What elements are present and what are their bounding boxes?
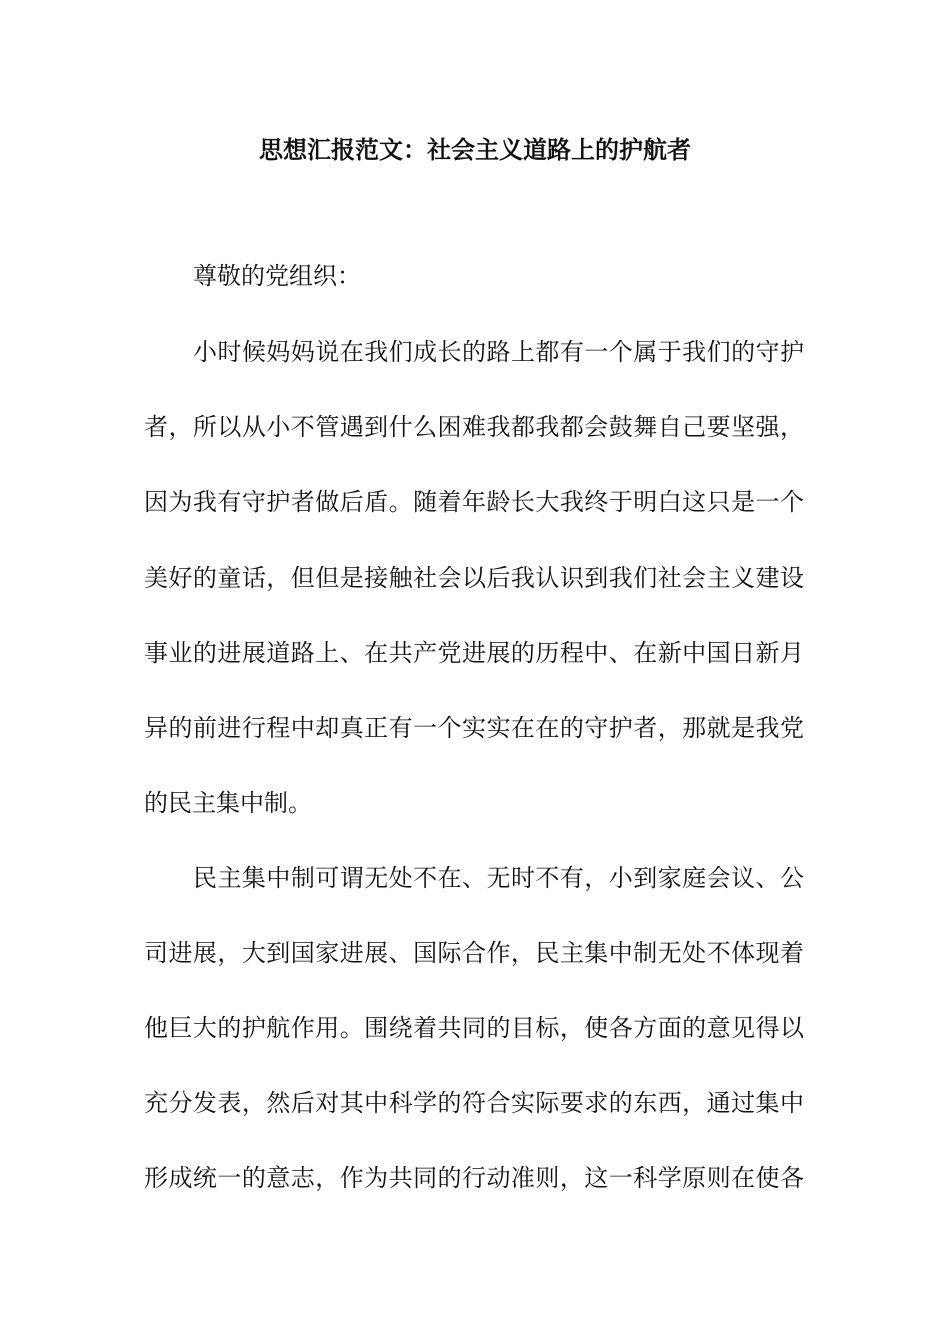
document-title: 思想汇报范文：社会主义道路上的护航者 (259, 135, 691, 164)
salutation: 尊敬的党组织： (193, 262, 361, 290)
paragraph-line: 充分发表，然后对其中科学的符合实际要求的东西，通过集中 (144, 1089, 804, 1117)
paragraph-line: 小时候妈妈说在我们成长的路上都有一个属于我们的守护 (193, 338, 804, 366)
paragraph-line: 异的前进行程中却真正有一个实实在在的守护者，那就是我党 (144, 714, 804, 742)
paragraph-line: 的民主集中制。 (144, 789, 312, 817)
paragraph-line: 美好的童话，但但是接触社会以后我认识到我们社会主义建设 (144, 564, 804, 592)
paragraph-line: 形成统一的意志，作为共同的行动准则，这一科学原则在使各 (144, 1164, 804, 1192)
paragraph-line: 事业的进展道路上、在共产党进展的历程中、在新中国日新月 (144, 639, 804, 667)
paragraph-line: 者，所以从小不管遇到什么困难我都我都会鼓舞自己要坚强， (144, 413, 804, 441)
paragraph-line: 司进展，大到国家进展、国际合作，民主集中制无处不体现着 (144, 939, 804, 967)
paragraph-line: 他巨大的护航作用。围绕着共同的目标，使各方面的意见得以 (144, 1014, 804, 1042)
paragraph-line: 民主集中制可谓无处不在、无时不有，小到家庭会议、公 (193, 864, 804, 892)
paragraph-line: 因为我有守护者做后盾。随着年龄长大我终于明白这只是一个 (144, 488, 804, 516)
